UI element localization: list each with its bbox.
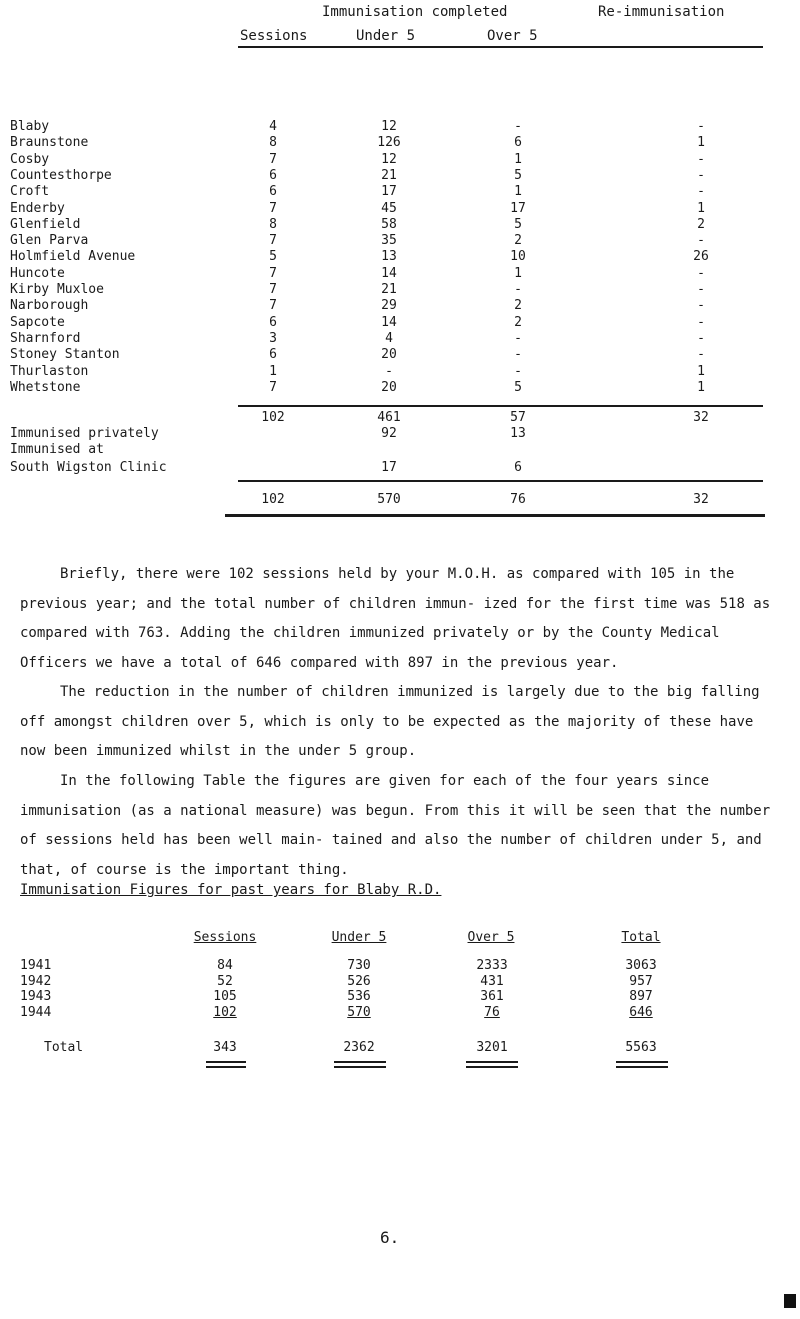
district-name: Kirby Muxloe [10,282,104,297]
reimmunisation-cell: 1 [697,200,705,216]
reimmunisation-cell: - [697,314,705,330]
over5-cell: 1 [514,151,522,167]
col-header-sessions: Sessions [240,28,308,44]
sessions-cell: 105 [213,989,237,1004]
year-cell: 1944 [20,1004,52,1020]
sessions-cell: 84 [217,958,233,973]
total-row [0,492,800,508]
district-name: Narborough [10,298,89,314]
scan-corner-mark [784,1294,796,1308]
district-name: Enderby [10,200,65,216]
sessions-cell: 8 [269,216,277,232]
district-name: Glenfield [10,216,81,232]
under5-cell: 45 [381,200,397,216]
table-row [0,364,800,380]
under5-cell: - [385,363,393,379]
t2-dbl-line-total [616,1061,668,1063]
t2-dbl-line-under5 [334,1061,386,1063]
table-row [0,380,800,396]
privately-label: Immunised privately [10,426,159,441]
sessions-cell: 5 [269,249,277,265]
under5-cell: 536 [347,989,371,1004]
reimmunisation-cell: - [697,167,705,183]
district-name: Croft [10,184,50,200]
table-row [0,152,800,168]
reimmunisation-cell: - [697,282,705,297]
sessions-cell: 7 [269,200,277,216]
table-row [0,1005,800,1021]
group-header-immunisation-completed: Immunisation completed [322,4,508,20]
table-row [0,989,800,1005]
group-header-reimmunisation: Re-immunisation [598,4,725,20]
clinic-label-line1: Immunised at [10,442,104,457]
under5-cell: 14 [381,265,397,281]
table2-header-sessions: Sessions [193,930,257,945]
district-name: Holmfield Avenue [10,249,136,265]
paragraph-1: Briefly, there were 102 sessions held by your M.O.H. as compared with 105 in the previous year; and the total number of children immun- ized for the first time was 518 as compared with 763. Adding the children immunized privately or by the County Medical Officers we have a total of 646 compared with 897 in the previous year. [20,566,771,671]
under5-cell: 12 [381,151,397,167]
over5-cell: - [514,330,522,346]
district-name: Stoney Stanton [10,347,120,363]
table2-total-over5: 3201 [476,1040,508,1055]
reimmunisation-cell: 1 [697,363,705,379]
district-name: Glen Parva [10,233,89,249]
under5-cell: 21 [381,167,397,183]
over5-cell: 5 [514,216,522,232]
reimmunisation-cell: - [697,347,705,363]
table2-total-under5: 2362 [343,1040,375,1055]
clinic-label-line2: South Wigston Clinic [10,460,167,475]
paragraph-3: In the following Table the figures are given for each of the four years since immunisation (as a national measure) was begun. From this it will be seen that the number of sessions held has been well main- tained and also the number of children under 5, and that, of course is the important thing. [20,773,771,878]
sessions-cell: 7 [269,282,277,297]
under5-cell: 29 [381,298,397,314]
sessions-cell: 3 [269,330,277,346]
col-header-over5: Over 5 [487,28,538,44]
t2-dbl-line-over5 [466,1061,518,1063]
table-row [0,282,800,298]
sessions-cell: 6 [269,184,277,200]
paragraph-2: The reduction in the number of children immunized is largely due to the big falling off amongst children over 5, which is only to be expected as the majority of these have now been immunized whilst in the under 5 group. [20,684,760,759]
table2-header-row [0,930,800,950]
total-under5: 570 [377,492,401,507]
table-row [0,201,800,217]
subtotal-over5: 57 [510,410,526,425]
table2-caption: Immunisation Figures for past years for Blaby R.D. [20,882,442,898]
year-cell: 1941 [20,958,52,973]
sessions-cell: 52 [217,973,233,989]
sessions-cell: 102 [213,1004,237,1020]
total-sessions: 102 [261,492,285,507]
privately-row [0,426,800,442]
table-row [0,249,800,265]
total-double-underline [225,514,765,517]
table2-header-under5: Under 5 [331,930,387,945]
total-reimmunisation: 32 [693,492,709,507]
table-row [0,168,800,184]
total-over5: 76 [510,492,526,507]
subtotal-row [0,410,800,426]
page-number: 6. [380,1228,400,1247]
over5-cell: 5 [514,379,522,395]
under5-cell: 13 [381,249,397,265]
sessions-cell: 6 [269,314,277,330]
table-row [0,119,800,135]
over5-cell: 2 [514,298,522,314]
table2-total-sessions: 343 [213,1040,237,1055]
header-underline [238,46,763,48]
privately-under5: 92 [381,426,397,441]
reimmunisation-cell: 2 [697,216,705,232]
reimmunisation-cell: 26 [693,249,709,265]
table2-header-over5: Over 5 [467,930,515,945]
table2-total-total: 5563 [625,1040,657,1055]
year-cell: 1943 [20,989,52,1004]
over5-cell: 2 [514,233,522,249]
clinic-label-row [0,442,800,458]
under5-cell: 35 [381,233,397,249]
under5-cell: 20 [381,379,397,395]
col-header-under5: Under 5 [356,28,416,44]
under5-cell: 570 [347,1004,371,1020]
table-row [0,184,800,200]
sessions-cell: 7 [269,233,277,249]
total-line [238,480,763,482]
table-row [0,298,800,314]
district-name: Whetstone [10,379,81,395]
district-name: Sapcote [10,314,65,330]
reimmunisation-cell: 1 [697,135,705,151]
subtotal-reimmunisation: 32 [693,410,709,425]
over5-cell: - [514,363,522,379]
total-cell: 3063 [625,958,657,973]
subtotal-sessions: 102 [261,410,285,425]
over5-cell: 17 [510,200,526,216]
over5-cell: - [514,119,522,134]
over5-cell: 1 [514,184,522,200]
table-row [0,958,800,974]
over5-cell: 2333 [476,958,508,973]
table2-total-label: Total [44,1040,84,1055]
t2-dbl-line-sessions [206,1061,246,1063]
under5-cell: 126 [377,135,401,151]
reimmunisation-cell: - [697,184,705,200]
under5-cell: 14 [381,314,397,330]
district-name: Braunstone [10,135,89,151]
over5-cell: 76 [484,1004,500,1020]
reimmunisation-cell: - [697,265,705,281]
table-row [0,266,800,282]
table-row [0,315,800,331]
total-cell: 897 [629,989,653,1004]
reimmunisation-cell: - [697,233,705,249]
sessions-cell: 7 [269,379,277,395]
over5-cell: 361 [480,989,504,1004]
reimmunisation-cell: - [697,330,705,346]
table-row [0,217,800,233]
reimmunisation-cell: - [697,119,705,134]
clinic-over5: 6 [514,460,522,475]
reimmunisation-cell: - [697,298,705,314]
table-row [0,135,800,151]
over5-cell: 10 [510,249,526,265]
reimmunisation-cell: - [697,151,705,167]
clinic-row [0,460,800,476]
under5-cell: 17 [381,184,397,200]
district-name: Sharnford [10,330,81,346]
table2-total-row [0,1040,800,1058]
under5-cell: 4 [385,330,393,346]
district-name: Cosby [10,151,50,167]
over5-cell: - [514,347,522,363]
under5-cell: 526 [347,973,371,989]
sessions-cell: 4 [269,119,277,134]
sessions-cell: 7 [269,151,277,167]
district-name: Thurlaston [10,363,89,379]
sessions-cell: 1 [269,363,277,379]
district-name: Countesthorpe [10,167,112,183]
under5-cell: 58 [381,216,397,232]
privately-over5: 13 [510,426,526,441]
over5-cell: 2 [514,314,522,330]
under5-cell: 12 [381,119,397,134]
over5-cell: 6 [514,135,522,151]
subtotal-under5: 461 [377,410,401,425]
table-row [0,331,800,347]
sessions-cell: 7 [269,265,277,281]
under5-cell: 20 [381,347,397,363]
over5-cell: 431 [480,973,504,989]
sessions-cell: 8 [269,135,277,151]
table2-header-total: Total [621,930,661,945]
table-row [0,347,800,363]
total-cell: 957 [629,973,653,989]
sessions-cell: 6 [269,167,277,183]
over5-cell: 1 [514,265,522,281]
subtotal-line [238,405,763,407]
clinic-under5: 17 [381,460,397,475]
over5-cell: - [514,282,522,297]
table-row [0,974,800,990]
sessions-cell: 6 [269,347,277,363]
district-name: Huncote [10,265,65,281]
under5-cell: 730 [347,958,371,973]
over5-cell: 5 [514,167,522,183]
under5-cell: 21 [381,282,397,297]
table-row [0,233,800,249]
total-cell: 646 [629,1004,653,1020]
district-name: Blaby [10,119,50,134]
sessions-cell: 7 [269,298,277,314]
reimmunisation-cell: 1 [697,379,705,395]
year-cell: 1942 [20,973,52,989]
